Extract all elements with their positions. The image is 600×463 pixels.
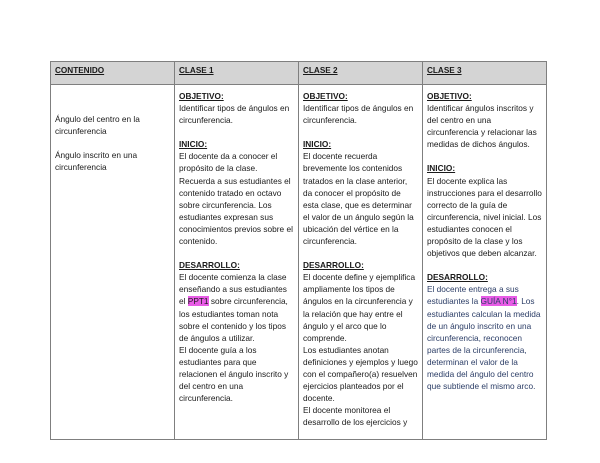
- clase-3-desarrollo-pre: El docente entrega a sus estudiantes la: [427, 284, 519, 307]
- clase-2-desarrollo-text-3: El docente monitorea el desarrollo de los ejercicios y: [303, 405, 408, 428]
- contenido-item-1: Ángulo del centro en la circunferencia: [55, 114, 140, 137]
- contenido-item-2: Ángulo inscrito en una circunferencia: [55, 150, 138, 173]
- clase-2-objetivo-text: Identificar tipos de ángulos en circunferencia.: [303, 103, 414, 126]
- clase-2-inicio-text: El docente recuerda brevemente los contenidos tratados en la clase anterior, da conocer el propósito de esta clase, que es determinar el valor de un ángulo según la ubicación del vértice en la circunferencia.: [303, 151, 414, 247]
- clase-2-cell: [299, 85, 423, 440]
- clase-2-desarrollo-label: DESARROLLO:: [303, 260, 364, 271]
- clase-3-objetivo-label: OBJETIVO:: [427, 91, 472, 101]
- clase-1-desarrollo-text-1: [179, 271, 294, 344]
- clase-1-objetivo-label: OBJETIVO:: [179, 91, 224, 101]
- content-row: [51, 85, 547, 440]
- header-clase-3: CLASE 3: [423, 62, 547, 85]
- clase-3-inicio-label: INICIO:: [427, 163, 456, 174]
- clase-2-desarrollo-text-1: El docente define y ejemplifica ampliamente los tipos de ángulos en la circunferencia y la relación que hay entre el ángulo y el arco que lo comprende.: [303, 272, 416, 343]
- clase-3-objetivo-text: Identificar ángulos inscritos y del centro en una circunferencia y relacionar las medidas de dichos ángulos.: [427, 103, 537, 150]
- header-clase-1: CLASE 1: [175, 62, 299, 85]
- contenido-cell: [51, 85, 175, 440]
- clase-1-desarrollo-post: sobre circunferencia, los estudiantes toman nota sobre el contenido y los tipos de ángulos a utilizar.: [179, 296, 288, 343]
- clase-1-inicio-label: INICIO:: [179, 139, 208, 150]
- clase-3-inicio-text: El docente explica las instrucciones para el desarrollo correcto de la guía de circunferencia, nivel inicial. Los estudiantes conocen el propósito de la clase y los objetivos que deben alcanzar.: [427, 175, 542, 259]
- ppt1-highlight: PPT1: [187, 296, 209, 307]
- lesson-plan-table: [50, 61, 547, 440]
- clase-1-desarrollo-text-2: El docente guía a los estudiantes para que relacionen el ángulo inscrito y del centro en una circunferencia.: [179, 344, 289, 404]
- clase-3-cell: [423, 85, 547, 440]
- header-clase-2: CLASE 2: [299, 62, 423, 85]
- clase-1-objetivo-text: Identificar tipos de ángulos en circunferencia.: [179, 103, 290, 126]
- clase-3-desarrollo-label: DESARROLLO:: [427, 272, 488, 283]
- clase-3-desarrollo-post: . Los estudiantes calculan la medida de un ángulo inscrito en una circunferencia, reconocen partes de la circunferencia, determinan el valor de la medida del ángulo del centro que subtiende el mismo arco.: [427, 296, 541, 392]
- clase-1-inicio-text: El docente da a conocer el propósito de la clase. Recuerda a sus estudiantes el contenido tratado en octavo sobre circunferencia. Los estudiantes expresan sus conocimientos previos sobre el contenido.: [179, 151, 293, 247]
- clase-2-inicio-label: INICIO:: [303, 139, 332, 150]
- clase-2-objetivo-label: OBJETIVO:: [303, 91, 348, 101]
- clase-1-cell: [175, 85, 299, 440]
- clase-3-desarrollo-text: [427, 283, 542, 392]
- clase-1-desarrollo-label: DESARROLLO:: [179, 260, 240, 271]
- header-contenido: CONTENIDO: [51, 62, 175, 85]
- clase-1-desarrollo-pre: El docente comienza la clase enseñando a sus estudiantes el: [179, 272, 287, 307]
- clase-2-desarrollo-text-2: Los estudiantes anotan definiciones y ejemplos y luego con el compañero(a) resuelven ejercicios planteados por el docente.: [303, 344, 418, 404]
- header-row: [51, 62, 547, 85]
- guia1-highlight: GUÍA N°1: [480, 296, 517, 307]
